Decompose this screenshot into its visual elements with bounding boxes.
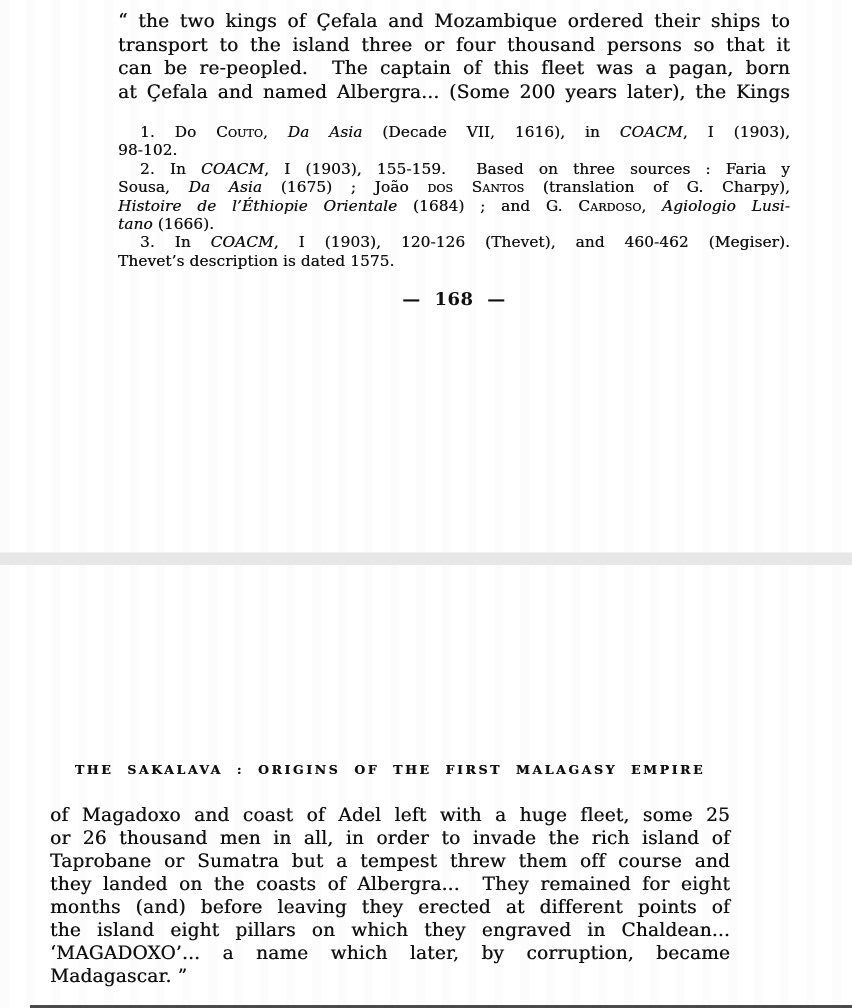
text-segment: 98-102.	[118, 141, 178, 160]
page-168-text-block	[118, 10, 790, 310]
text-segment: Histoire de l’Éthiopie Orientale	[118, 196, 398, 215]
text-line	[118, 81, 790, 105]
text-segment: COACM	[200, 159, 265, 178]
text-line	[50, 873, 730, 896]
text-segment: (translation of G. Charpy),	[524, 178, 791, 197]
text-segment: months (and) before leaving they erected at different points of	[50, 897, 730, 918]
page-scan-divider	[0, 552, 852, 565]
text-line	[118, 215, 790, 233]
text-segment: dos Santos	[427, 178, 525, 197]
text-segment: COACM	[619, 123, 683, 141]
text-segment: can be re-peopled. The captain of this fleet was a pagan, born	[118, 58, 790, 79]
text-line	[118, 252, 790, 270]
text-line	[118, 57, 790, 81]
text-segment: COACM	[210, 233, 274, 252]
body-paragraph	[50, 804, 730, 988]
text-line	[118, 34, 790, 58]
text-line	[118, 141, 790, 159]
text-segment: , I (1903), 120-126 (Thevet), and 460-462 (Megiser).	[273, 233, 790, 252]
text-segment: (1666).	[152, 215, 215, 234]
footnotes-block	[118, 123, 790, 270]
text-segment: 3. In	[140, 233, 211, 252]
text-line	[118, 10, 790, 34]
running-header: THE SAKALAVA : ORIGINS OF THE FIRST MALAGASY EMPIRE	[74, 762, 706, 777]
text-segment: Thevet’s description is dated 1575.	[118, 251, 395, 270]
text-segment: Madagascar. ”	[50, 966, 188, 987]
text-segment: of Magadoxo and coast of Adel left with a huge fleet, some 25	[50, 805, 730, 826]
text-line	[50, 919, 730, 942]
page-next	[0, 565, 852, 1008]
quote-paragraph	[118, 10, 790, 104]
text-line	[50, 850, 730, 873]
text-segment: 1. Do	[140, 123, 217, 141]
text-segment: , I (1903),	[682, 123, 791, 141]
text-line	[50, 942, 730, 965]
text-segment: they landed on the coasts of Albergra... They remained for eight	[50, 874, 730, 895]
text-segment: at Çefala and named Albergra... (Some 200 years later), the Kings	[118, 81, 790, 103]
text-segment: Cardoso	[578, 196, 642, 215]
text-segment: ,	[262, 123, 288, 141]
text-segment: 2. In	[140, 159, 201, 178]
text-line	[118, 233, 790, 251]
text-segment: Agiologio Lusi-	[662, 196, 790, 215]
text-line	[50, 965, 730, 988]
text-segment: the island eight pillars on which they engraved in Chaldean...	[50, 920, 730, 941]
text-segment: Sousa,	[118, 178, 189, 197]
text-segment: Da Asia	[287, 123, 363, 141]
text-line	[50, 804, 730, 827]
text-line	[118, 123, 790, 141]
page-number: — 168 —	[402, 289, 506, 311]
text-segment: tano	[118, 215, 153, 234]
text-segment: ‘MAGADOXO’... a name which later, by corruption, became	[50, 943, 730, 964]
text-segment: Couto	[216, 123, 263, 141]
text-segment: Da Asia	[188, 178, 263, 197]
text-segment: (1675) ; João	[262, 178, 428, 197]
text-line	[118, 178, 790, 196]
text-segment: “ the two kings of Çefala and Mozambique ordered their ships to	[118, 11, 790, 32]
text-segment: (Decade VII, 1616), in	[362, 123, 620, 141]
text-segment: ,	[641, 196, 663, 215]
text-line	[50, 827, 730, 850]
text-line	[118, 160, 790, 178]
text-segment: or 26 thousand men in all, in order to invade the rich island of	[50, 828, 730, 849]
text-line	[118, 197, 790, 215]
text-segment: (1684) ; and G.	[397, 196, 579, 215]
text-segment: transport to the island three or four thousand persons so that it	[118, 34, 790, 56]
text-segment: Taprobane or Sumatra but a tempest threw them off course and	[50, 851, 730, 872]
text-line	[50, 896, 730, 919]
text-segment: , I (1903), 155-159. Based on three sources : Faria y	[264, 159, 790, 178]
